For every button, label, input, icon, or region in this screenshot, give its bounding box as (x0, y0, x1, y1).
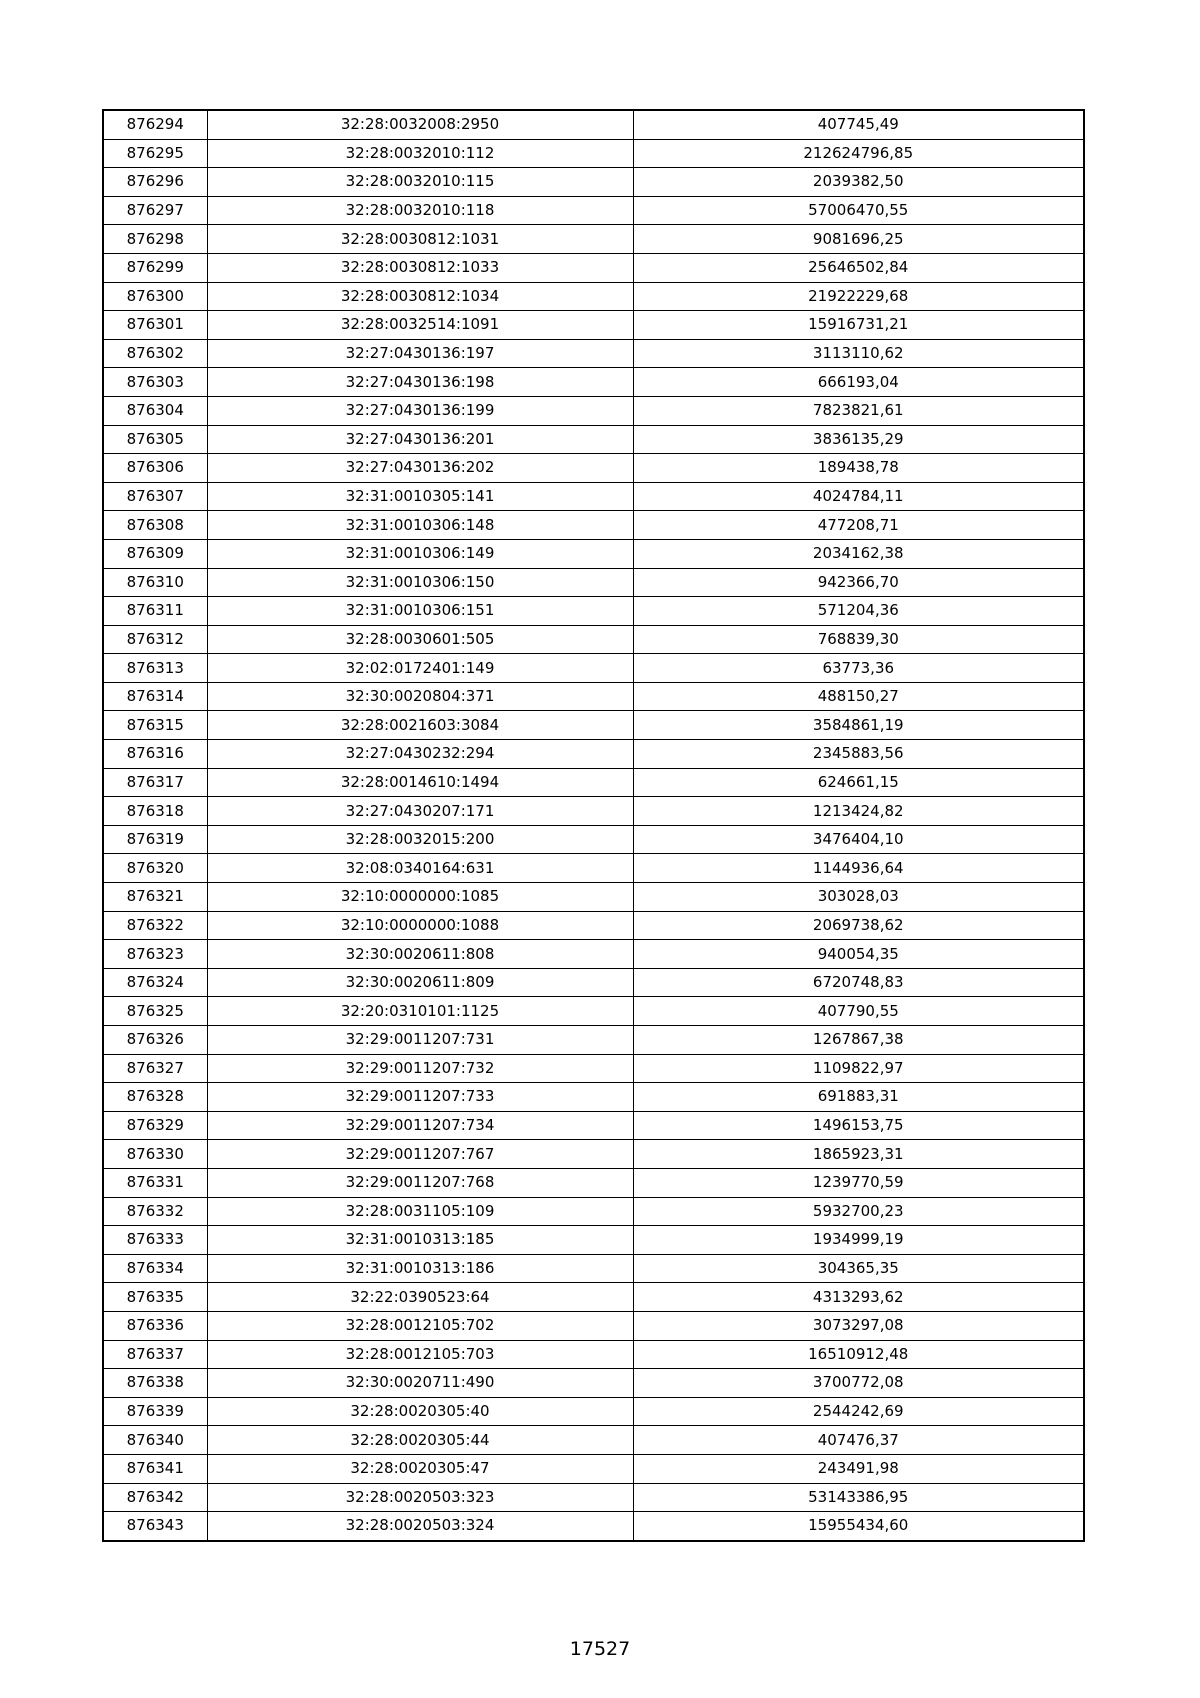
table-body (103, 110, 1084, 1541)
row-id-cell: 876303 (103, 368, 207, 397)
cadastral-number-cell: 32:27:0430136:202 (207, 454, 633, 483)
row-id-cell: 876313 (103, 654, 207, 683)
row-id-cell: 876302 (103, 339, 207, 368)
value-cell: 15916731,21 (633, 311, 1084, 340)
row-id-cell: 876323 (103, 940, 207, 969)
row-id-cell: 876337 (103, 1340, 207, 1369)
cadastral-number-cell: 32:29:0011207:731 (207, 1026, 633, 1055)
value-cell: 768839,30 (633, 625, 1084, 654)
row-id-cell: 876320 (103, 854, 207, 883)
table-row (103, 1426, 1084, 1455)
table-row (103, 196, 1084, 225)
value-cell: 189438,78 (633, 454, 1084, 483)
row-id-cell: 876330 (103, 1140, 207, 1169)
value-cell: 691883,31 (633, 1083, 1084, 1112)
table-row (103, 1283, 1084, 1312)
data-table (102, 109, 1085, 1542)
cadastral-number-cell: 32:28:0030812:1034 (207, 282, 633, 311)
cadastral-number-cell: 32:27:0430136:197 (207, 339, 633, 368)
row-id-cell: 876334 (103, 1254, 207, 1283)
cadastral-number-cell: 32:29:0011207:734 (207, 1111, 633, 1140)
value-cell: 4313293,62 (633, 1283, 1084, 1312)
table-row (103, 625, 1084, 654)
cadastral-number-cell: 32:08:0340164:631 (207, 854, 633, 883)
cadastral-number-cell: 32:28:0014610:1494 (207, 768, 633, 797)
table-row (103, 311, 1084, 340)
value-cell: 3113110,62 (633, 339, 1084, 368)
value-cell: 1109822,97 (633, 1054, 1084, 1083)
table-row (103, 168, 1084, 197)
value-cell: 1267867,38 (633, 1026, 1084, 1055)
table-row (103, 339, 1084, 368)
cadastral-number-cell: 32:31:0010313:185 (207, 1226, 633, 1255)
cadastral-number-cell: 32:28:0032514:1091 (207, 311, 633, 340)
row-id-cell: 876311 (103, 597, 207, 626)
value-cell: 53143386,95 (633, 1483, 1084, 1512)
table-row (103, 1197, 1084, 1226)
table-row (103, 1226, 1084, 1255)
table-row (103, 740, 1084, 769)
row-id-cell: 876308 (103, 511, 207, 540)
row-id-cell: 876310 (103, 568, 207, 597)
row-id-cell: 876338 (103, 1369, 207, 1398)
table-row (103, 1140, 1084, 1169)
value-cell: 2034162,38 (633, 539, 1084, 568)
value-cell: 243491,98 (633, 1454, 1084, 1483)
table-row (103, 825, 1084, 854)
table-row (103, 654, 1084, 683)
row-id-cell: 876325 (103, 997, 207, 1026)
cadastral-number-cell: 32:28:0012105:703 (207, 1340, 633, 1369)
value-cell: 6720748,83 (633, 968, 1084, 997)
row-id-cell: 876305 (103, 425, 207, 454)
value-cell: 3836135,29 (633, 425, 1084, 454)
table-row (103, 1397, 1084, 1426)
value-cell: 16510912,48 (633, 1340, 1084, 1369)
cadastral-number-cell: 32:10:0000000:1085 (207, 883, 633, 912)
page-number: 17527 (569, 1638, 631, 1660)
value-cell: 571204,36 (633, 597, 1084, 626)
row-id-cell: 876328 (103, 1083, 207, 1112)
value-cell: 15955434,60 (633, 1512, 1084, 1541)
cadastral-number-cell: 32:29:0011207:732 (207, 1054, 633, 1083)
table-row (103, 1083, 1084, 1112)
value-cell: 1144936,64 (633, 854, 1084, 883)
value-cell: 3073297,08 (633, 1311, 1084, 1340)
row-id-cell: 876329 (103, 1111, 207, 1140)
table-row (103, 539, 1084, 568)
value-cell: 624661,15 (633, 768, 1084, 797)
table-row (103, 711, 1084, 740)
value-cell: 1865923,31 (633, 1140, 1084, 1169)
row-id-cell: 876312 (103, 625, 207, 654)
row-id-cell: 876331 (103, 1168, 207, 1197)
row-id-cell: 876324 (103, 968, 207, 997)
cadastral-number-cell: 32:27:0430232:294 (207, 740, 633, 769)
row-id-cell: 876314 (103, 682, 207, 711)
table-row (103, 425, 1084, 454)
cadastral-number-cell: 32:27:0430136:201 (207, 425, 633, 454)
cadastral-number-cell: 32:31:0010305:141 (207, 482, 633, 511)
cadastral-number-cell: 32:28:0021603:3084 (207, 711, 633, 740)
table-row (103, 1111, 1084, 1140)
table-row (103, 568, 1084, 597)
table-row (103, 1311, 1084, 1340)
value-cell: 9081696,25 (633, 225, 1084, 254)
value-cell: 488150,27 (633, 682, 1084, 711)
value-cell: 303028,03 (633, 883, 1084, 912)
cadastral-number-cell: 32:20:0310101:1125 (207, 997, 633, 1026)
value-cell: 666193,04 (633, 368, 1084, 397)
table-row (103, 396, 1084, 425)
row-id-cell: 876317 (103, 768, 207, 797)
table-row (103, 225, 1084, 254)
value-cell: 407745,49 (633, 110, 1084, 139)
cadastral-number-cell: 32:28:0020305:40 (207, 1397, 633, 1426)
cadastral-number-cell: 32:30:0020611:809 (207, 968, 633, 997)
value-cell: 3476404,10 (633, 825, 1084, 854)
cadastral-number-cell: 32:28:0032015:200 (207, 825, 633, 854)
cadastral-number-cell: 32:31:0010306:150 (207, 568, 633, 597)
value-cell: 7823821,61 (633, 396, 1084, 425)
value-cell: 477208,71 (633, 511, 1084, 540)
value-cell: 2544242,69 (633, 1397, 1084, 1426)
cadastral-number-cell: 32:10:0000000:1088 (207, 911, 633, 940)
row-id-cell: 876342 (103, 1483, 207, 1512)
table-row (103, 597, 1084, 626)
table-row (103, 1340, 1084, 1369)
value-cell: 407476,37 (633, 1426, 1084, 1455)
cadastral-number-cell: 32:31:0010306:149 (207, 539, 633, 568)
cadastral-number-cell: 32:02:0172401:149 (207, 654, 633, 683)
table-row (103, 997, 1084, 1026)
row-id-cell: 876336 (103, 1311, 207, 1340)
table-row (103, 911, 1084, 940)
cadastral-number-cell: 32:30:0020611:808 (207, 940, 633, 969)
cadastral-number-cell: 32:31:0010306:151 (207, 597, 633, 626)
row-id-cell: 876322 (103, 911, 207, 940)
cadastral-number-cell: 32:31:0010306:148 (207, 511, 633, 540)
row-id-cell: 876304 (103, 396, 207, 425)
row-id-cell: 876299 (103, 253, 207, 282)
value-cell: 25646502,84 (633, 253, 1084, 282)
cadastral-number-cell: 32:29:0011207:767 (207, 1140, 633, 1169)
row-id-cell: 876300 (103, 282, 207, 311)
value-cell: 942366,70 (633, 568, 1084, 597)
table-row (103, 282, 1084, 311)
table-row (103, 1254, 1084, 1283)
row-id-cell: 876306 (103, 454, 207, 483)
row-id-cell: 876335 (103, 1283, 207, 1312)
table-row (103, 883, 1084, 912)
cadastral-number-cell: 32:28:0012105:702 (207, 1311, 633, 1340)
cadastral-number-cell: 32:27:0430136:198 (207, 368, 633, 397)
cadastral-number-cell: 32:28:0031105:109 (207, 1197, 633, 1226)
table-row (103, 1054, 1084, 1083)
table-row (103, 1512, 1084, 1541)
cadastral-number-cell: 32:29:0011207:733 (207, 1083, 633, 1112)
row-id-cell: 876294 (103, 110, 207, 139)
row-id-cell: 876301 (103, 311, 207, 340)
table-row (103, 854, 1084, 883)
row-id-cell: 876318 (103, 797, 207, 826)
table-row (103, 940, 1084, 969)
table-row (103, 682, 1084, 711)
value-cell: 3584861,19 (633, 711, 1084, 740)
row-id-cell: 876340 (103, 1426, 207, 1455)
table-row (103, 768, 1084, 797)
table-row (103, 454, 1084, 483)
row-id-cell: 876333 (103, 1226, 207, 1255)
table-row (103, 797, 1084, 826)
value-cell: 4024784,11 (633, 482, 1084, 511)
value-cell: 304365,35 (633, 1254, 1084, 1283)
value-cell: 407790,55 (633, 997, 1084, 1026)
row-id-cell: 876339 (103, 1397, 207, 1426)
row-id-cell: 876316 (103, 740, 207, 769)
table-row (103, 1168, 1084, 1197)
row-id-cell: 876321 (103, 883, 207, 912)
cadastral-number-cell: 32:30:0020711:490 (207, 1369, 633, 1398)
cadastral-number-cell: 32:28:0030812:1031 (207, 225, 633, 254)
cadastral-number-cell: 32:28:0020503:324 (207, 1512, 633, 1541)
value-cell: 1934999,19 (633, 1226, 1084, 1255)
cadastral-number-cell: 32:28:0020305:44 (207, 1426, 633, 1455)
cadastral-number-cell: 32:28:0020503:323 (207, 1483, 633, 1512)
cadastral-number-cell: 32:28:0020305:47 (207, 1454, 633, 1483)
cadastral-number-cell: 32:27:0430136:199 (207, 396, 633, 425)
table-row (103, 139, 1084, 168)
cadastral-number-cell: 32:28:0032010:118 (207, 196, 633, 225)
cadastral-number-cell: 32:28:0032010:115 (207, 168, 633, 197)
table-row (103, 368, 1084, 397)
row-id-cell: 876343 (103, 1512, 207, 1541)
row-id-cell: 876332 (103, 1197, 207, 1226)
row-id-cell: 876309 (103, 539, 207, 568)
cadastral-number-cell: 32:28:0032010:112 (207, 139, 633, 168)
value-cell: 1496153,75 (633, 1111, 1084, 1140)
table-row (103, 253, 1084, 282)
cadastral-number-cell: 32:28:0030812:1033 (207, 253, 633, 282)
value-cell: 3700772,08 (633, 1369, 1084, 1398)
table-row (103, 110, 1084, 139)
value-cell: 63773,36 (633, 654, 1084, 683)
cadastral-number-cell: 32:27:0430207:171 (207, 797, 633, 826)
value-cell: 940054,35 (633, 940, 1084, 969)
row-id-cell: 876327 (103, 1054, 207, 1083)
row-id-cell: 876315 (103, 711, 207, 740)
cadastral-number-cell: 32:29:0011207:768 (207, 1168, 633, 1197)
table-row (103, 482, 1084, 511)
cadastral-number-cell: 32:28:0030601:505 (207, 625, 633, 654)
row-id-cell: 876296 (103, 168, 207, 197)
cadastral-number-cell: 32:30:0020804:371 (207, 682, 633, 711)
cadastral-number-cell: 32:28:0032008:2950 (207, 110, 633, 139)
table-row (103, 1483, 1084, 1512)
row-id-cell: 876326 (103, 1026, 207, 1055)
cadastral-number-cell: 32:22:0390523:64 (207, 1283, 633, 1312)
value-cell: 2069738,62 (633, 911, 1084, 940)
value-cell: 1213424,82 (633, 797, 1084, 826)
row-id-cell: 876341 (103, 1454, 207, 1483)
table-row (103, 1026, 1084, 1055)
value-cell: 1239770,59 (633, 1168, 1084, 1197)
table-row (103, 1454, 1084, 1483)
value-cell: 2039382,50 (633, 168, 1084, 197)
cadastral-number-cell: 32:31:0010313:186 (207, 1254, 633, 1283)
row-id-cell: 876297 (103, 196, 207, 225)
row-id-cell: 876295 (103, 139, 207, 168)
row-id-cell: 876307 (103, 482, 207, 511)
table-row (103, 1369, 1084, 1398)
value-cell: 21922229,68 (633, 282, 1084, 311)
table-row (103, 968, 1084, 997)
value-cell: 212624796,85 (633, 139, 1084, 168)
value-cell: 57006470,55 (633, 196, 1084, 225)
value-cell: 2345883,56 (633, 740, 1084, 769)
row-id-cell: 876298 (103, 225, 207, 254)
table-row (103, 511, 1084, 540)
row-id-cell: 876319 (103, 825, 207, 854)
value-cell: 5932700,23 (633, 1197, 1084, 1226)
